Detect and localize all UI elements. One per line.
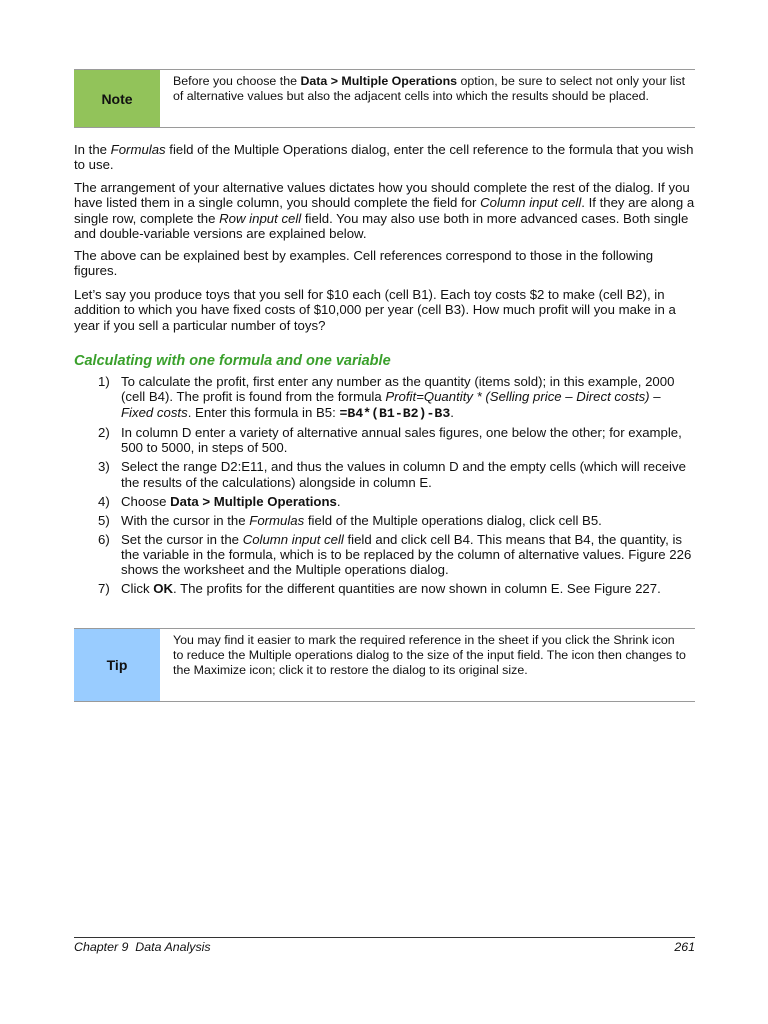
text-run: The arrangement of your alternative values dictates how you should complete the rest of the dialog. If you have listed them in a single column, you should complete the field for — [74, 180, 690, 211]
text-run: Set the cursor in the — [121, 531, 243, 547]
step-number: 6) — [98, 531, 110, 547]
step-number: 4) — [98, 493, 110, 509]
step-number: 1) — [98, 374, 110, 389]
note-callout — [74, 69, 695, 128]
list-item — [74, 374, 695, 421]
list-item — [74, 532, 695, 578]
footer-page-number: 261 — [674, 940, 695, 954]
text-run: . — [450, 404, 454, 420]
footer-chapter: Chapter 9 Data Analysis — [74, 940, 211, 954]
text-run: field of the Multiple Operations dialog, enter the cell reference to the formula that you wish to use. — [74, 142, 694, 173]
button-name: OK — [153, 581, 174, 597]
text-run: In the — [74, 142, 111, 157]
note-label: Note — [74, 70, 160, 127]
text-run: field. You may also use both in more advanced cases. Both single and double-variable versions are explained below. — [74, 210, 689, 242]
note-text — [160, 70, 695, 127]
menu-path: Data > Multiple Operations — [170, 493, 337, 509]
paragraph-toy-example — [74, 287, 695, 333]
step-number: 5) — [98, 512, 110, 528]
list-item — [74, 494, 695, 509]
note-menu-path: Data > Multiple Operations — [300, 74, 458, 88]
section-heading: Calculating with one formula and one variable — [74, 353, 391, 369]
paragraph-arrangement — [74, 180, 695, 242]
step-number: 2) — [98, 424, 110, 440]
field-name: Formulas — [110, 142, 166, 157]
step-text: In column D enter a variety of alternative annual sales figures, one below the other; for example, 500 to 5000, in steps of 500. — [121, 424, 682, 456]
footer-divider — [74, 937, 695, 938]
tip-text: You may find it easier to mark the required reference in the sheet if you click the Shrink icon to reduce the Multiple operations dialog to the size of the input field. The icon then changes to the Maximize icon; click it to restore the dialog to its original size. — [173, 633, 686, 678]
text-run: . — [336, 493, 341, 509]
list-item — [74, 581, 695, 596]
paragraph-examples — [74, 248, 695, 279]
formula-code: =B4*(B1-B2)-B3 — [339, 405, 451, 421]
text-run: field and click cell B4. This means that B4, the quantity, is the variable in the formula, which is to be replaced by the column of alternative values. Figure 226 shows the worksheet and the Multiple operations dialog. — [121, 531, 692, 578]
text-run: Click — [121, 581, 154, 597]
numbered-steps-list — [74, 374, 695, 600]
step-number: 3) — [98, 459, 110, 475]
step-text: Select the range D2:E11, and thus the values in column D and the empty cells (which will receive the results of the calculations) alongside in column E. — [121, 459, 686, 490]
tip-label: Tip — [74, 629, 160, 701]
step-number: 7) — [98, 581, 110, 597]
note-text-part: Before you choose the — [173, 74, 301, 88]
text-run: With the cursor in the — [121, 512, 250, 528]
field-name: Column input cell — [242, 531, 344, 547]
text-run: To calculate the profit, first enter any number as the quantity (items sold); in this example, 2000 (cell B4). The profit is found from the formula — [121, 374, 675, 405]
text-run: . The profits for the different quantities are now shown in column E. See Figure 227. — [173, 581, 661, 597]
field-name: Column input cell — [480, 195, 582, 211]
text-run: . If they are along a single row, complete the — [74, 195, 695, 226]
formula-text: Profit=Quantity * (Selling price – Direct costs) – Fixed costs — [121, 389, 661, 420]
text-run: Choose — [121, 493, 171, 509]
text-run: field of the Multiple operations dialog, click cell B5. — [304, 512, 602, 528]
note-text-part: option, be sure to select not only your list of alternative values but also the adjacent cells into which the results should be placed. — [173, 74, 686, 104]
field-name: Row input cell — [219, 210, 302, 226]
list-item — [74, 513, 695, 528]
paragraph-formulas-field — [74, 142, 695, 173]
list-item — [74, 459, 695, 490]
tip-callout — [74, 628, 695, 702]
paragraph-text: The above can be explained best by examples. Cell references correspond to those in the following figures. — [74, 248, 654, 279]
field-name: Formulas — [249, 512, 305, 528]
list-item — [74, 425, 695, 456]
text-run: . Enter this formula in B5: — [187, 404, 340, 420]
paragraph-text: Let’s say you produce toys that you sell for $10 each (cell B1). Each toy costs $2 to make (cell B2), in addition to which you have fixed costs of $10,000 per year (cell B3). How much profit will you make in a year if you sell a particular number of toys? — [74, 287, 676, 333]
